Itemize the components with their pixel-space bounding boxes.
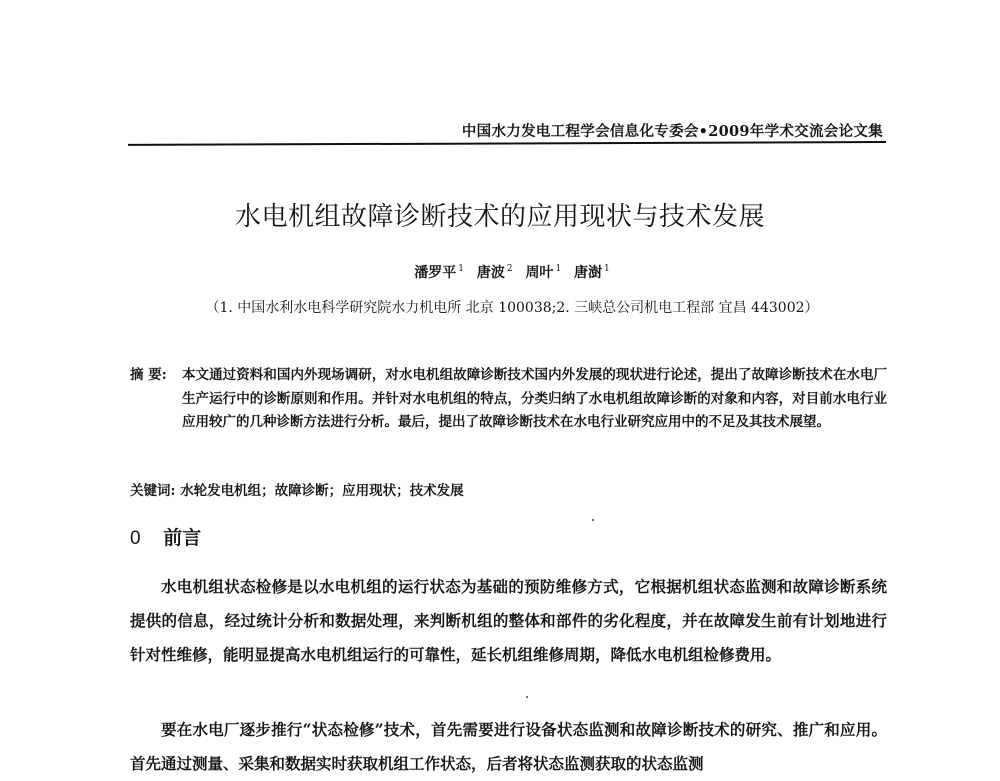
body-paragraph: 要在水电厂逐步推行“状态检修”技术，首先需要进行设备状态监测和故障诊断技术的研究、推广和应用。首先通过测量、采集和数据实时获取机组工作状态，后者将状态监测获取的状态监测 [130, 720, 887, 773]
body-paragraph: 水电机组状态检修是以水电机组的运行状态为基础的预防维修方式，它根据机组状态监测和故障诊断系统提供的信息，经过统计分析和数据处理，来判断机组的整体和部件的劣化程度，并在故障发生前有计划地进行针对性维修，能明显提高水电机组运行的可靠性，延长机组维修周期，降低水电机组检修费用。 [130, 577, 887, 664]
affiliation: （1. 中国水利水电科学研究院水力机电所 北京 100038;2. 三峡总公司机电工程部 宜昌 443002） [205, 300, 819, 316]
paper-title: 水电机组故障诊断技术的应用现状与技术发展 [234, 202, 765, 232]
section-heading [130, 523, 201, 550]
section-title: 前言 [163, 527, 202, 549]
running-header-text: 中国水力发电工程学会信息化专委会•2009年学术交流会论文集 [461, 123, 883, 140]
abstract-text: 本文通过资料和国内外现场调研，对水电机组故障诊断技术国内外发展的现状进行论述，提出了故障诊断技术在水电厂生产运行中的诊断原则和作用。并针对水电机组的特点，分类归纳了水电机组故障诊断的对象和内容，对目前水电行业应用较广的几种诊断方法进行分析。最后，提出了故障诊断技术在水电行业研究应用中的不足及其技术展望。 [182, 367, 887, 430]
author: 唐澍 $^1$ [574, 264, 610, 281]
author: 唐波 $^2$ [476, 264, 513, 281]
author: 潘罗平 $^1$ [414, 264, 464, 281]
keywords [130, 479, 887, 499]
scan-speck [526, 696, 528, 698]
author: 周叶 $^1$ [525, 264, 562, 281]
keywords-label: 关键词: [130, 483, 176, 499]
keywords-text: 水轮发电机组；故障诊断；应用现状；技术发展 [180, 483, 464, 499]
abstract-label: 摘 要: [130, 367, 167, 383]
author-list [0, 262, 1000, 282]
abstract [130, 364, 887, 435]
section-number: 0 [130, 528, 141, 549]
scan-speck [592, 519, 594, 521]
header-rule [128, 141, 886, 146]
